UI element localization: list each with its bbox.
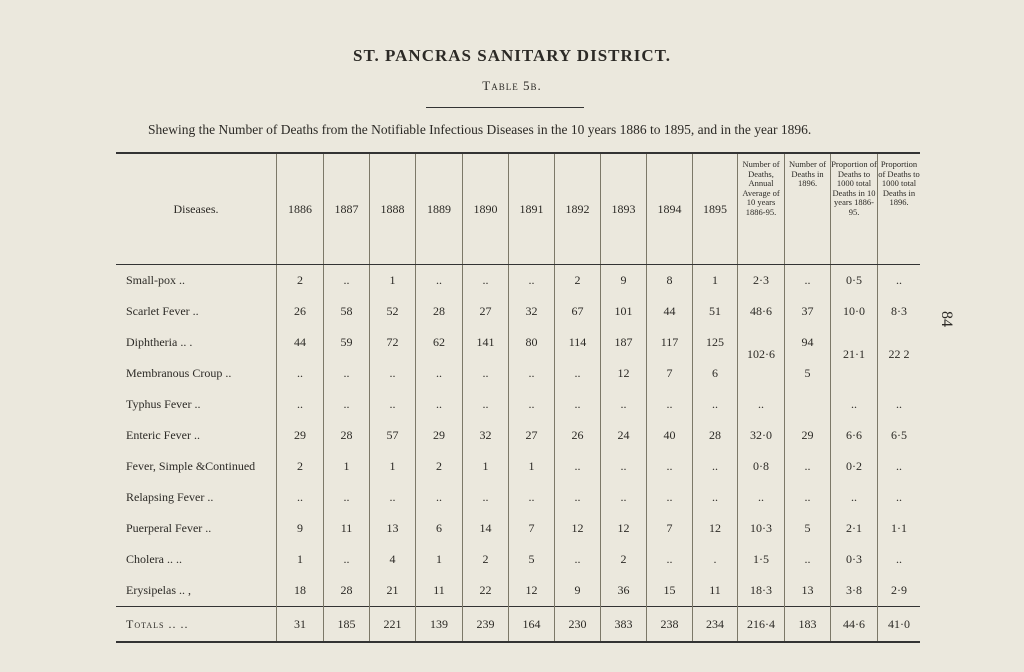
- table-row: [116, 327, 920, 358]
- year-value: ..: [555, 389, 601, 420]
- header-annual-average: Number of Deaths, Annual Average of 10 years 1886-95.: [738, 153, 785, 265]
- table-row: [116, 389, 920, 420]
- disease-name: Cholera .. ..: [126, 552, 182, 566]
- header-year: 1893: [601, 153, 647, 265]
- year-value: ..: [277, 482, 324, 513]
- proportion-10yr-value: 0·3: [831, 544, 878, 575]
- header-proportion-1896: Proportion of Deaths to 1000 total Deaths in 1896.: [878, 153, 921, 265]
- year-value: 7: [647, 513, 693, 544]
- year-value: ..: [416, 389, 463, 420]
- year-value: ..: [509, 389, 555, 420]
- year-value: 40: [647, 420, 693, 451]
- year-value: ..: [463, 482, 509, 513]
- proportion-1896-value: 6·5: [878, 420, 921, 451]
- header-diseases: Diseases.: [116, 153, 277, 265]
- year-value: 4: [370, 544, 416, 575]
- table-subtitle: Table 5b.: [482, 78, 542, 93]
- deaths-1896-value: ..: [785, 482, 831, 513]
- total-proportion-1896: 41·0: [878, 607, 921, 643]
- year-value: 2: [463, 544, 509, 575]
- year-value: ..: [509, 358, 555, 389]
- year-value: ..: [601, 389, 647, 420]
- table-row: [116, 358, 920, 389]
- year-value: 141: [463, 327, 509, 358]
- total-deaths-1896: 183: [785, 607, 831, 643]
- year-value: 44: [277, 327, 324, 358]
- table-row: [116, 420, 920, 451]
- year-value: 51: [693, 296, 738, 327]
- year-value: ..: [601, 451, 647, 482]
- year-value: ..: [324, 358, 370, 389]
- proportion-10yr-value: ..: [831, 389, 878, 420]
- year-value: 2: [277, 265, 324, 297]
- annual-average-value: 1·5: [738, 544, 785, 575]
- total-value: 164: [509, 607, 555, 643]
- year-value: 11: [416, 575, 463, 607]
- total-value: 185: [324, 607, 370, 643]
- year-value: 9: [601, 265, 647, 297]
- year-value: 1: [463, 451, 509, 482]
- proportion-1896-value: ..: [878, 482, 921, 513]
- proportion-10yr-value: 21·1: [843, 347, 865, 361]
- total-value: 230: [555, 607, 601, 643]
- header-year: 1890: [463, 153, 509, 265]
- header-row: [116, 153, 920, 265]
- total-value: 239: [463, 607, 509, 643]
- year-value: 1: [370, 451, 416, 482]
- year-value: ..: [324, 544, 370, 575]
- year-value: 12: [555, 513, 601, 544]
- year-value: ..: [370, 482, 416, 513]
- disease-name: Erysipelas .. ,: [126, 583, 191, 597]
- disease-name: Scarlet Fever ..: [126, 304, 199, 318]
- proportion-10yr-value: 3·8: [831, 575, 878, 607]
- year-value: 187: [601, 327, 647, 358]
- year-value: 29: [277, 420, 324, 451]
- header-year: 1887: [324, 153, 370, 265]
- year-value: 32: [509, 296, 555, 327]
- year-value: 18: [277, 575, 324, 607]
- year-value: .: [693, 544, 738, 575]
- year-value: 8: [647, 265, 693, 297]
- proportion-10yr-value: 6·6: [831, 420, 878, 451]
- disease-name: Membranous Croup ..: [126, 366, 232, 380]
- year-value: 52: [370, 296, 416, 327]
- year-value: ..: [463, 389, 509, 420]
- disease-name: Small-pox ..: [126, 273, 185, 287]
- year-value: ..: [555, 482, 601, 513]
- proportion-1896-value: 1·1: [878, 513, 921, 544]
- year-value: 5: [509, 544, 555, 575]
- total-value: 221: [370, 607, 416, 643]
- annual-average-value: 32·0: [738, 420, 785, 451]
- year-value: 22: [463, 575, 509, 607]
- header-year: 1886: [277, 153, 324, 265]
- disease-name: Puerperal Fever ..: [126, 521, 212, 535]
- year-value: 11: [324, 513, 370, 544]
- proportion-10yr-value: 0·2: [831, 451, 878, 482]
- year-value: 58: [324, 296, 370, 327]
- year-value: 114: [555, 327, 601, 358]
- annual-average-value: 102·6: [747, 347, 775, 361]
- year-value: ..: [509, 482, 555, 513]
- year-value: 11: [693, 575, 738, 607]
- year-value: ..: [555, 544, 601, 575]
- year-value: 1: [416, 544, 463, 575]
- year-value: 12: [693, 513, 738, 544]
- total-value: 383: [601, 607, 647, 643]
- year-value: 1: [509, 451, 555, 482]
- header-deaths-1896: Number of Deaths in 1896.: [785, 153, 831, 265]
- header-year: 1892: [555, 153, 601, 265]
- deaths-1896-value: 13: [785, 575, 831, 607]
- annual-average-value: ..: [738, 482, 785, 513]
- year-value: 2: [277, 451, 324, 482]
- year-value: 14: [463, 513, 509, 544]
- deaths-table: [116, 152, 920, 643]
- year-value: ..: [324, 389, 370, 420]
- total-value: 238: [647, 607, 693, 643]
- year-value: 2: [555, 265, 601, 297]
- year-value: 1: [324, 451, 370, 482]
- disease-name: Diphtheria .. .: [126, 335, 193, 349]
- proportion-1896-value: 8·3: [878, 296, 921, 327]
- header-year: 1889: [416, 153, 463, 265]
- year-value: 1: [277, 544, 324, 575]
- year-value: 6: [416, 513, 463, 544]
- deaths-1896-value: 5: [785, 513, 831, 544]
- year-value: 21: [370, 575, 416, 607]
- table-row: [116, 513, 920, 544]
- year-value: 57: [370, 420, 416, 451]
- year-value: ..: [601, 482, 647, 513]
- year-value: 12: [601, 358, 647, 389]
- proportion-10yr-merged-cell: [831, 327, 878, 389]
- year-value: 6: [693, 358, 738, 389]
- deaths-1896-value: ..: [785, 451, 831, 482]
- year-value: 9: [277, 513, 324, 544]
- year-value: 1: [370, 265, 416, 297]
- deaths-1896-value: 94: [785, 327, 831, 358]
- year-value: 28: [324, 575, 370, 607]
- table-row: [116, 482, 920, 513]
- proportion-1896-value: ..: [878, 389, 921, 420]
- year-value: 32: [463, 420, 509, 451]
- table-caption: Shewing the Number of Deaths from the Notifiable Infectious Diseases in the 10 years 1886 to 1895, and in the year 1896.: [148, 122, 812, 137]
- deaths-1896-value: 5: [785, 358, 831, 389]
- annual-average-value: 10·3: [738, 513, 785, 544]
- disease-name: Typhus Fever ..: [126, 397, 201, 411]
- divider: [426, 107, 584, 108]
- year-value: 27: [509, 420, 555, 451]
- page-title: ST. PANCRAS SANITARY DISTRICT.: [353, 46, 671, 65]
- year-value: ..: [416, 482, 463, 513]
- year-value: ..: [647, 544, 693, 575]
- year-value: 36: [601, 575, 647, 607]
- disease-name: Relapsing Fever ..: [126, 490, 214, 504]
- year-value: ..: [555, 358, 601, 389]
- year-value: 7: [509, 513, 555, 544]
- page-number: 84: [938, 311, 955, 327]
- table-row: [116, 296, 920, 327]
- deaths-1896-value: 29: [785, 420, 831, 451]
- proportion-10yr-value: 0·5: [831, 265, 878, 297]
- year-value: ..: [647, 389, 693, 420]
- header-proportion-10yr: Proportion of Deaths to 1000 total Deaths in 10 years 1886-95.: [831, 153, 878, 265]
- year-value: 27: [463, 296, 509, 327]
- proportion-1896-value: 22 2: [888, 347, 910, 361]
- year-value: 125: [693, 327, 738, 358]
- proportion-1896-value: 2·9: [878, 575, 921, 607]
- year-value: 28: [324, 420, 370, 451]
- proportion-10yr-value: ..: [831, 482, 878, 513]
- proportion-10yr-value: 2·1: [831, 513, 878, 544]
- deaths-1896-value: ..: [785, 265, 831, 297]
- year-value: 26: [555, 420, 601, 451]
- deaths-1896-value: 37: [785, 296, 831, 327]
- table-row: [116, 544, 920, 575]
- totals-row: [116, 607, 920, 643]
- proportion-10yr-value: 10·0: [831, 296, 878, 327]
- header-year: 1895: [693, 153, 738, 265]
- year-value: 9: [555, 575, 601, 607]
- year-value: 12: [601, 513, 647, 544]
- year-value: ..: [277, 389, 324, 420]
- year-value: ..: [647, 482, 693, 513]
- proportion-1896-value: ..: [878, 451, 921, 482]
- year-value: ..: [509, 265, 555, 297]
- totals-label: Totals .. ..: [116, 607, 277, 643]
- year-value: ..: [693, 482, 738, 513]
- year-value: ..: [324, 482, 370, 513]
- total-value: 139: [416, 607, 463, 643]
- header-year: 1894: [647, 153, 693, 265]
- proportion-1896-value: ..: [878, 544, 921, 575]
- deaths-1896-value: ..: [785, 544, 831, 575]
- year-value: ..: [416, 265, 463, 297]
- year-value: 62: [416, 327, 463, 358]
- total-value: 31: [277, 607, 324, 643]
- year-value: 67: [555, 296, 601, 327]
- year-value: 59: [324, 327, 370, 358]
- year-value: 24: [601, 420, 647, 451]
- annual-average-value: 48·6: [738, 296, 785, 327]
- year-value: 15: [647, 575, 693, 607]
- year-value: 12: [509, 575, 555, 607]
- year-value: 28: [416, 296, 463, 327]
- year-value: 26: [277, 296, 324, 327]
- year-value: 29: [416, 420, 463, 451]
- table-row: [116, 575, 920, 607]
- year-value: 1: [693, 265, 738, 297]
- year-value: 80: [509, 327, 555, 358]
- year-value: ..: [370, 389, 416, 420]
- total-annual-average: 216·4: [738, 607, 785, 643]
- header-year: 1891: [509, 153, 555, 265]
- annual-average-value: ..: [738, 389, 785, 420]
- disease-name: Fever, Simple &Continued: [126, 459, 256, 473]
- year-value: ..: [463, 265, 509, 297]
- year-value: ..: [647, 451, 693, 482]
- annual-average-value: 0·8: [738, 451, 785, 482]
- year-value: ..: [416, 358, 463, 389]
- annual-average-value: 2·3: [738, 265, 785, 297]
- year-value: 72: [370, 327, 416, 358]
- year-value: ..: [555, 451, 601, 482]
- year-value: 13: [370, 513, 416, 544]
- year-value: 101: [601, 296, 647, 327]
- proportion-1896-merged-cell: [878, 327, 921, 389]
- annual-average-merged-cell: [738, 327, 785, 389]
- year-value: ..: [693, 389, 738, 420]
- year-value: 117: [647, 327, 693, 358]
- table-row: [116, 265, 920, 297]
- annual-average-value: 18·3: [738, 575, 785, 607]
- year-value: 28: [693, 420, 738, 451]
- table-row: [116, 451, 920, 482]
- year-value: 2: [416, 451, 463, 482]
- year-value: ..: [693, 451, 738, 482]
- year-value: 2: [601, 544, 647, 575]
- disease-name: Enteric Fever ..: [126, 428, 200, 442]
- total-value: 234: [693, 607, 738, 643]
- year-value: 44: [647, 296, 693, 327]
- year-value: ..: [463, 358, 509, 389]
- deaths-1896-value: [785, 389, 831, 420]
- proportion-1896-value: ..: [878, 265, 921, 297]
- year-value: ..: [370, 358, 416, 389]
- year-value: ..: [324, 265, 370, 297]
- year-value: 7: [647, 358, 693, 389]
- header-year: 1888: [370, 153, 416, 265]
- year-value: ..: [277, 358, 324, 389]
- total-proportion-10yr: 44·6: [831, 607, 878, 643]
